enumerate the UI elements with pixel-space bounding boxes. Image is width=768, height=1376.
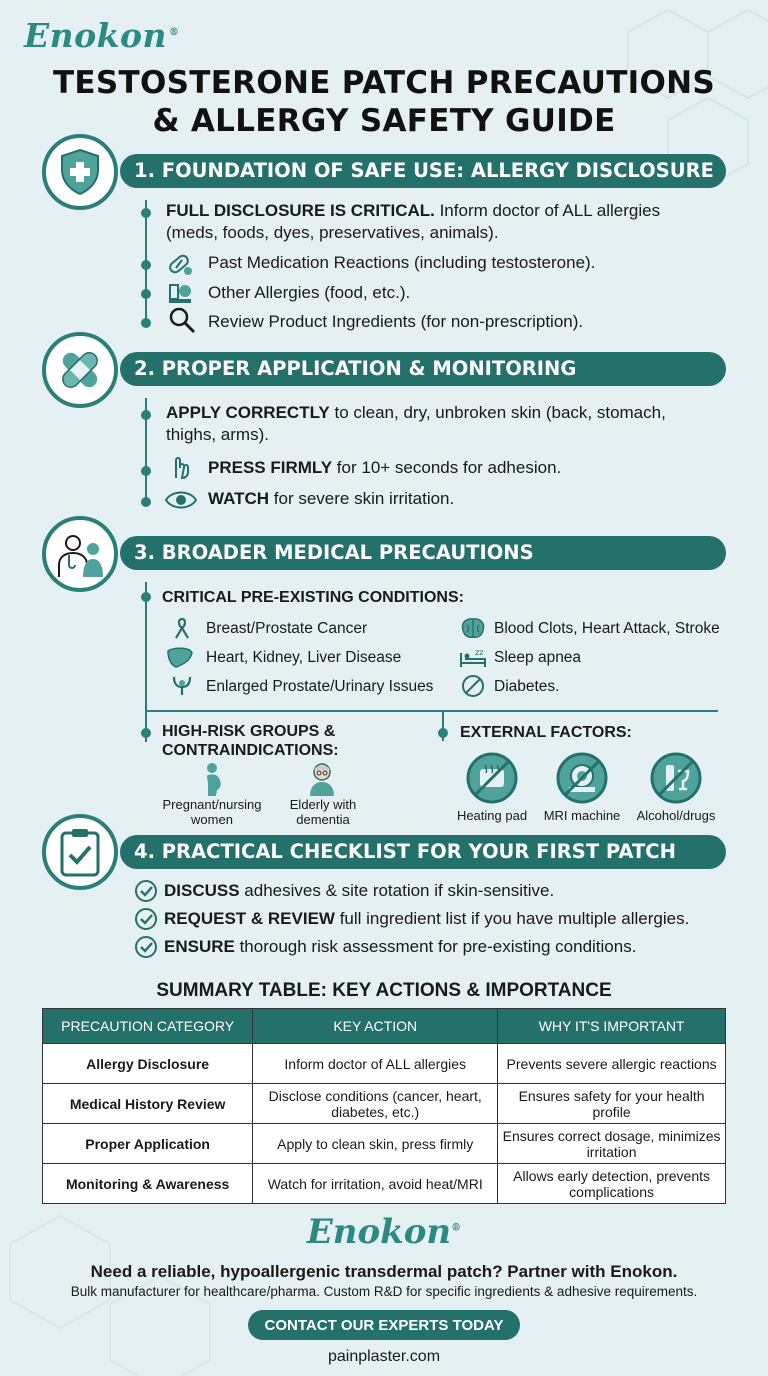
brand-logo: Enokon ® [24,16,180,55]
pill-icon [166,250,194,278]
column-header: KEY ACTION [253,1009,498,1044]
summary-title: SUMMARY TABLE: KEY ACTIONS & IMPORTANCE [156,980,612,1001]
table-cell: Watch for irritation, avoid heat/MRI [253,1164,498,1204]
summary-table [42,1008,726,1204]
table-row [43,1044,726,1084]
cta-headline: Need a reliable, hypoallergenic transdermal patch? Partner with Enokon. [90,1262,678,1281]
eye-icon [164,486,198,514]
table-cell: Disclose conditions (cancer, heart, diabetes, etc.) [253,1084,498,1124]
condition-item: Breast/Prostate Cancer [206,620,368,637]
column-header: WHY IT'S IMPORTANT [498,1009,726,1044]
title-line-1: TESTOSTERONE PATCH PRECAUTIONS [52,65,716,101]
table-row [43,1124,726,1164]
table-cell: Ensures correct dosage, minimizes irritation [498,1124,726,1164]
hand-press-icon [166,452,194,480]
section-3-line [145,582,147,742]
website-link[interactable]: painplaster.com [327,1348,441,1365]
bullet [141,728,151,738]
title-line-2: & ALLERGY SAFETY GUIDE [152,103,616,139]
table-row [43,1084,726,1124]
table-cell: Allows early detection, prevents complications [498,1164,726,1204]
check-circle-icon [134,879,158,903]
factor-label: Alcohol/drugs [636,808,716,823]
section-3-divider [145,710,718,712]
s1-item: Past Medication Reactions (including testosterone). [208,253,596,272]
page-title [0,64,768,140]
section-3-heading: 3. BROADER MEDICAL PRECAUTIONS [120,536,726,570]
s2-lead: APPLY CORRECTLY to clean, dry, unbroken skin (back, stomach, [166,403,666,422]
bullet [438,728,448,738]
check-circle-icon [134,907,158,931]
table-cell: Monitoring & Awareness [43,1164,253,1204]
group-label: Elderly with dementia [289,797,357,827]
condition-item: Blood Clots, Heart Attack, Stroke [494,620,720,637]
condition-item: Sleep apnea [494,649,582,666]
table-cell: Ensures safety for your health profile [498,1084,726,1124]
table-cell: Allergy Disclosure [43,1044,253,1084]
table-cell: Proper Application [43,1124,253,1164]
factor-label: Heating pad [456,808,528,823]
condition-item: Diabetes. [494,678,560,695]
cta-subtext: Bulk manufacturer for healthcare/pharma. Custom R&D for specific ingredients & adhesive requirements. [70,1284,698,1299]
table-cell: Apply to clean skin, press firmly [253,1124,498,1164]
s1-item: Review Product Ingredients (for non-prescription). [208,312,584,331]
section-4-heading: 4. PRACTICAL CHECKLIST FOR YOUR FIRST PATCH [120,835,726,869]
table-row [43,1164,726,1204]
bullet [141,410,151,420]
bullet [141,466,151,476]
checklist-item: REQUEST & REVIEW full ingredient list if you have multiple allergies. [164,909,690,928]
s1-lead: FULL DISCLOSURE IS CRITICAL. Inform doctor of ALL allergies [166,201,661,220]
table-header-row [43,1009,726,1044]
s2-press: PRESS FIRMLY for 10+ seconds for adhesion. [208,458,562,477]
food-icon [166,279,194,307]
brand-logo-footer: Enokon® [306,1212,462,1252]
doctor-patient-icon [42,516,118,592]
contact-experts-button[interactable]: CONTACT OUR EXPERTS TODAY [248,1310,520,1340]
bullet [141,260,151,270]
no-alcohol-icon [649,751,703,805]
section-1-heading: 1. FOUNDATION OF SAFE USE: ALLERGY DISCLOSURE [120,154,726,188]
pregnant-woman-icon [198,762,228,796]
brain-icon [459,616,487,640]
s1-item: Other Allergies (food, etc.). [208,283,411,302]
bullet [141,497,151,507]
bullet [141,289,151,299]
ribbon-icon [170,616,194,640]
table-cell: Medical History Review [43,1084,253,1124]
check-circle-icon [134,935,158,959]
bullet [141,318,151,328]
s2-lead-line2: thighs, arms). [166,425,269,444]
group-label: Pregnant/nursing women [162,797,262,827]
no-sugar-icon [461,674,485,698]
shield-icon [42,134,118,210]
condition-item: Enlarged Prostate/Urinary Issues [206,678,434,695]
liver-icon [166,645,194,669]
no-mri-icon [555,751,609,805]
magnifier-icon [168,306,196,334]
checklist-item: ENSURE thorough risk assessment for pre-existing conditions. [164,937,637,956]
column-header: PRECAUTION CATEGORY [43,1009,253,1044]
sleep-bed-icon [459,645,487,669]
condition-item: Heart, Kidney, Liver Disease [206,649,402,666]
section-2-heading: 2. PROPER APPLICATION & MONITORING [120,352,726,386]
bullet [141,208,151,218]
highrisk-title: HIGH-RISK GROUPS & CONTRAINDICATIONS: [162,723,339,759]
clipboard-check-icon [42,814,118,890]
external-title: EXTERNAL FACTORS: [460,724,632,741]
no-heating-pad-icon [465,751,519,805]
svg-text:zz: zz [475,648,484,657]
conditions-title: CRITICAL PRE-EXISTING CONDITIONS: [162,589,464,606]
bullet [141,592,151,602]
elderly-person-icon [306,762,338,796]
s1-lead-line2: (meds, foods, dyes, preservatives, animals). [166,223,499,242]
bandage-icon [42,332,118,408]
prostate-icon [170,673,194,697]
table-cell: Inform doctor of ALL allergies [253,1044,498,1084]
checklist-item: DISCUSS adhesives & site rotation if skin-sensitive. [164,881,555,900]
s2-watch: WATCH for severe skin irritation. [208,489,455,508]
table-cell: Prevents severe allergic reactions [498,1044,726,1084]
factor-label: MRI machine [543,808,621,823]
